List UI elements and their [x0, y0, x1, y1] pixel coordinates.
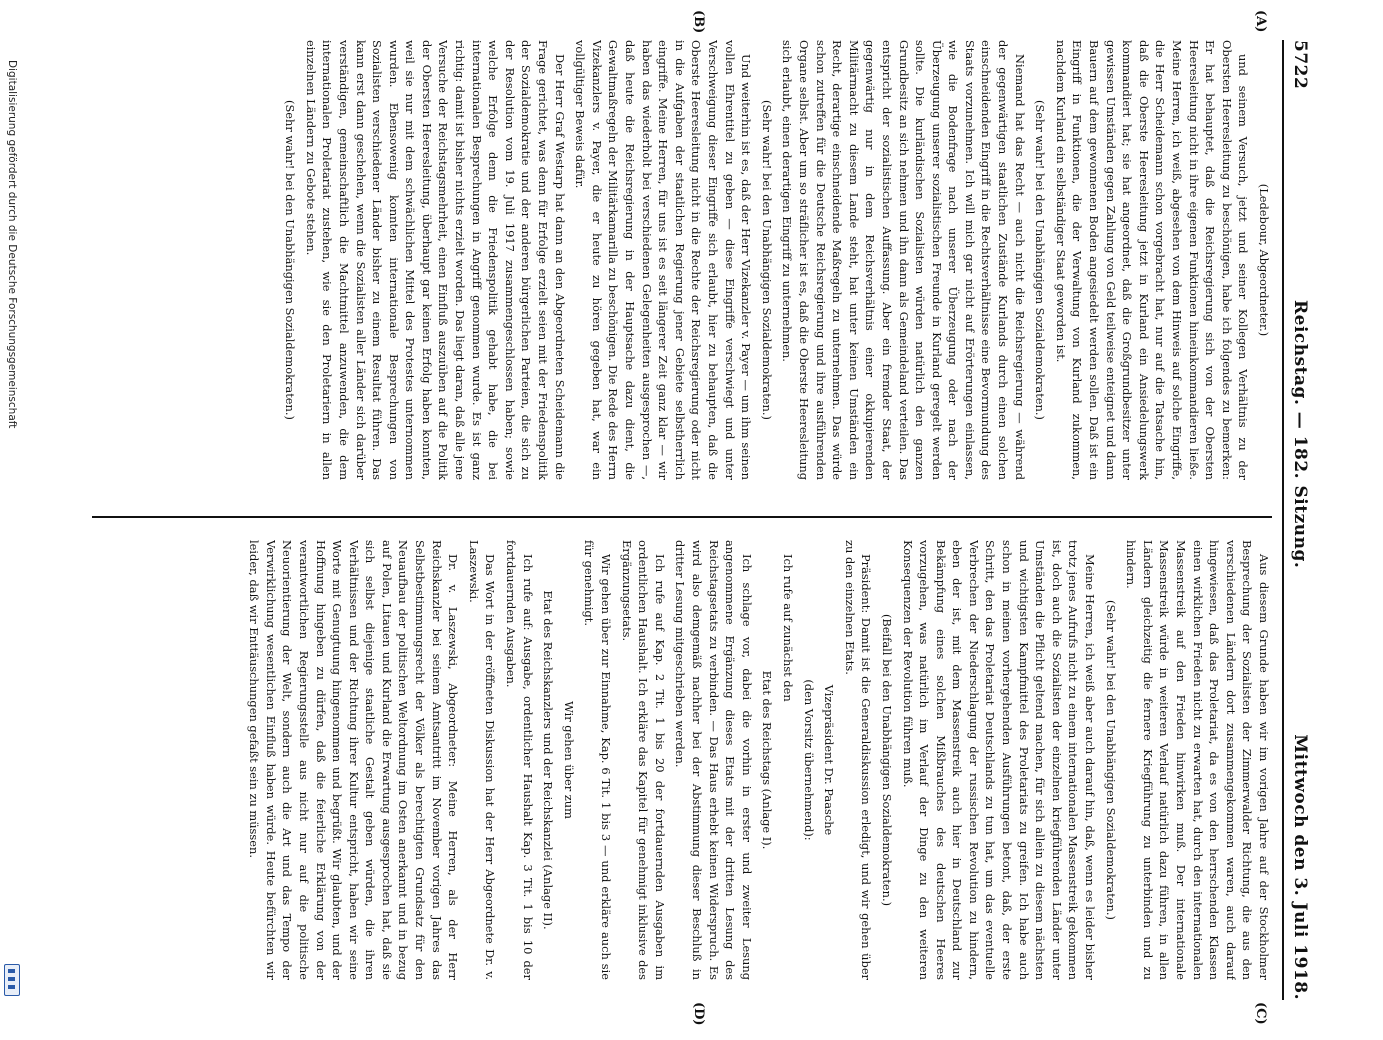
paragraph: Wir gehen über zur Einnahme, Kap. 6 Tit. 1 bis 3 — und erkläre auch sie für genehmigt.: [582, 540, 614, 980]
interjection: (Sehr wahr! bei den Unabhängigen Sozialdemokraten.): [1103, 600, 1118, 920]
section-heading: Etat des Reichskanzlers und der Reichskanzlei (Anlage II).: [541, 590, 556, 930]
interjection: (Sehr wahr! bei den Unabhängigen Sozialdemokraten.): [1033, 100, 1048, 420]
paragraph: Ich rufe auf zunächst den: [780, 554, 795, 702]
paragraph: Präsident: Damit ist die Generaldiskussion erledigt, und wir gehen über zu den einzelnen Etats.: [842, 540, 874, 980]
interjection: (Sehr wahr! bei den Unabhängigen Sozialdemokraten.): [283, 100, 298, 420]
right-column: [92, 540, 1272, 980]
paragraph: Dr. v. Laszewski, Abgeordneter: Meine Herren, als der Herr Reichskanzler bei seinem Amtsantritt im November vorigen Jahres das Selbstbestimmungsrecht der Völker als berechtigten Grundsatz für den Neuaufbau der politischen Weltordnung im Osten anerkannt und in bezug auf Polen, Litauen und Kurland die Erwartung ausgesprochen hat, daß sie sich selbst diejenige staatliche Gestalt geben würden, die ihren Verhältnissen und der Richtung ihrer Kultur entspricht, haben wir seine Worte mit Genugtuung hingenommen und begrüßt. Wir glaubten, und der Hoffnung hingeben zu dürfen, daß die feierliche Erklärung von der verantwortlichen Regierungsstelle aus nicht nur auf die politische Neuorientierung der Welt, sondern auch die Art und das Tempo der Verwirklichung wesentlichen Einfluß haben würde. Heute befürchten wir leider, daß wir Enttäuschungen gefaßt sein zu müssen.: [247, 540, 461, 980]
paragraph: Das Wort in der eröffneten Diskussion hat der Herr Abgeordnete Dr. v. Laszewski.: [466, 540, 498, 980]
speaker-note: (den Vorsitz übernehmend):: [801, 679, 816, 841]
margin-marker-b: (B): [691, 10, 706, 34]
paragraph: Der Herr Graf Westarp hat dann an den Abgeordneten Scheidemann die Frage gerichtet, was denn für Erfolge erzielt seien mit der Friedenspolitik der Sozialdemokratie und der anderen bürgerlichen Parteien, die sich zu der Resolution vom 19. Juli 1917 zusammengeschlossen haben; sowie welche Erfolge denn die Friedenspolitik gehabt habe, die bei internationalen Besprechungen in Angriff genommen wurde. Es ist ganz richtig: damit ist bisher nichts erzielt worden. Das liegt daran, daß alle jene Versuche der Reichstagsmehrheit, einen Einfluß auszuüben auf die Politik der Obersten Heeresleitung, überhaupt gar keinen Erfolg haben konnten, weil sie nur mit dem schwächlichen Mittel des Protestes unternommen wurden. Ebensowenig konnten internationale Besprechungen von Sozialisten verschiedener Länder bisher zu einem Resultat führen. Das kann erst dann geschehen, wenn die Sozialisten aller Länder sich darüber verständigen, gemeinschaftlich die Machtmittel anzuwenden, die dem internationalen Proletariat zustehen, wie sie den Proletariern in allen einzelnen Ländern zu Gebote stehen.: [303, 40, 567, 480]
paragraph: Meine Herren, ich weiß aber auch darauf hin, daß, wenn es leider bisher trotz jenes Aufrufs nicht zu einem internationalen Massenstreik gekommen ist, doch auch die Sozialisten der einzelnen kriegführenden Länder unter Umständen die Pflicht geltend machen, für sich allein zu diesem nächsten und wichtigsten Kampfmittel des Proletariats zu greifen. Ich habe auch schon in meinen vorhergehenden Ausführungen betont, daß, der erste Schritt, den das Proletariat Deutschlands zu tun hat, um das eventuelle Verbrechen der Niederschlagung der russischen Revolution zu hindern, eben der ist, mit dem Massenstreik auch hier in Deutschland zur Bekämpfung eines solchen Mißbrauches des deutschen Heeres vorzugehen, was natürlich im Verlauf der Dinge zu den weiteren Konsequenzen der Revolution führen muß.: [900, 540, 1098, 980]
paragraph: Ich rufe auf: Ausgabe, ordentlicher Haushalt Kap. 3 Tit. 1 bis 10 der fortdauernden Ausgaben.: [504, 540, 535, 980]
paragraph: Ich rufe auf Kap. 2 Tit. 1 bis 20 der fortdauernden Ausgaben im ordentlichen Haushalt. Ich erkläre das Kapitel für genehmigt inklusive des Ergänzungsetats.: [619, 540, 667, 980]
speaker-heading: Vizepräsident Dr. Paasche: [822, 684, 837, 836]
speaker-note: (Ledebour, Abgeordneter.): [1257, 183, 1271, 337]
paragraph: Und weiterhin ist es, daß der Herr Vizekanzler v. Payer — um ihm seinen vollen Ehrentitel zu geben — diese Eingriffe verschwiegt und unter Verschweigung dieser Eingriffe sich erlaubt, hier zu behaupten, daß die Oberste Heeresleitung nicht in die Rechte der Reichsregierung oder nicht in die Aufgaben der staatlichen Regierung jener Gebiete selbstherrlich eingriffe. Meine Herren, für uns ist es seit längerer Zeit ganz klar — wir haben das wiederholt bei verschiedenen Gelegenheiten ausgesprochen —, daß heute die Reichsregierung in der Hauptsache dazu dient, die Gewaltmaßregeln der Militärkamarilla zu beschönigen. Die Rede des Herrn Vizekanzlers v. Payer, die er heute zu hören gegeben hat, war ein vollgültiger Beweis dafür.: [573, 40, 754, 480]
paragraph: Aus diesem Grunde haben wir im vorigen Jahre auf der Stockholmer Besprechung der Sozialisten der Zimmerwalder Richtung, die aus den verschiedenen Ländern dort zusammengekommen waren, auch darauf hingewiesen, daß das Proletariat, da es von den herrschenden Klassen einen wirklichen Frieden nicht zu erwarten hat, durch den internationalen Massenstreik auf den Frieden hinwirken muß. Der internationale Massenstreik würde in weiteren Verlauf natürlich dazu führen, in allen Ländern gleichzeitig die fernere Kriegführung zu unterbinden und zu hindern.: [1124, 540, 1271, 980]
digitization-credit: [2, 60, 22, 980]
session-title: Reichstag. — 182. Sitzung.: [1290, 300, 1310, 569]
rotated-page-content: [72, 10, 1312, 1040]
left-column: [92, 40, 1272, 480]
margin-marker-d: (D): [691, 1002, 706, 1026]
page-number: 5722: [1290, 40, 1310, 90]
margin-marker-a: (A): [1253, 10, 1268, 33]
paragraph: Ich schlage vor, dabei die vorhin in erster und zweiter Lesung angenommene Ergänzung dieses Etats mit der dritten Lesung des Reichstagsetats zu verbinden. — Das Haus erhebt keinen Widerspruch. Es wird also demgemäß nachher bei der Abstimmung dieser Beschluß in dritter Lesung mitgeschrieben werden.: [673, 540, 754, 980]
paragraph: und seinem Versuch, jetzt und seiner Kollegen Verhältnis zu der Obersten Heeresleitung zu beschönigen, habe ich folgendes zu bemerken: Er hat behauptet, daß die Reichsregierung sich von der Obersten Heeresleitung nicht in ihre eigenen Funktionen hineinkommandieren ließe. Meine Herren, ich weiß, abgesehen von dem Hinweis auf solche Eingriffe, die Herr Scheidemann schon vorgebracht hat, nur auf die Tatsache hin, daß die Oberste Heeresleitung jetzt in Kurland ein Ansiedelungswerk kommandiert hat; sie hat angeordnet, daß die Großgrundbesitzer unter gewissen Umständen gegen Zahlung von Geld teilweise enteignet und dann Bauern auf dem gewonnenen Boden angesiedelt werden sollen. Daß ist ein Eingriff in Funktionen, die der Verwaltung von Kurland zukommen, nachdem Kurland ein selbständiger Staat geworden ist.: [1053, 40, 1251, 480]
interjection: (Beifall bei den Unabhängigen Sozialdemokraten.): [879, 613, 894, 907]
margin-marker-c: (C): [1253, 1002, 1268, 1025]
section-heading: Etat des Reichstags (Anlage I).: [760, 670, 775, 850]
digitization-credit-text: Digitalisierung gefördert durch die Deutsche Forschungsgemeinschaft: [6, 60, 18, 429]
session-date: Mittwoch den 3. Juli 1918.: [1290, 734, 1310, 1000]
paragraph: Niemand hat das Recht — auch nicht die Reichsregierung — während der gegenwärtigen staatlichen Zustände Kurlands durch einen solchen einschneidenden Eingriff in die Rechtsverhältnisse eine Bevormundung des Staats vorzunehmen. Ich will mich gar nicht auf Erörterungen einlassen, wie die Bodenfrage nach unserer Überzeugung oder nach der Überzeugung unserer sozialistischen Freunde in Kurland geregelt werden sollte. Die kurländischen Sozialisten würden natürlich den ganzen Grundbesitz an sich nehmen und ihn dann als Gemeindeland verteilen. Das entspricht der sozialistischen Auffassung. Aber ein fremder Staat, der gegenwärtig nur in dem Reichsverhältnis einer okkupierenden Militärmacht zu diesem Lande steht, hat unter keinen Umständen ein Recht, derartige einschneidende Maßregeln zu unternehmen. Das würde schon zutreffen für die Deutsche Reichsregierung und ihre ausführenden Organe selbst. Aber um so sträflicher ist es, daß die Oberste Heeresleitung sich erlaubt, einen derartigen Eingriff zu unternehmen.: [780, 40, 1027, 480]
page-header: [1282, 40, 1312, 1000]
interjection: (Sehr wahr! bei den Unabhängigen Sozialdemokraten.): [759, 100, 774, 420]
dfg-logo: [4, 964, 20, 996]
column-divider: [92, 516, 1272, 518]
paragraph: Wir gehen über zum: [561, 701, 576, 819]
